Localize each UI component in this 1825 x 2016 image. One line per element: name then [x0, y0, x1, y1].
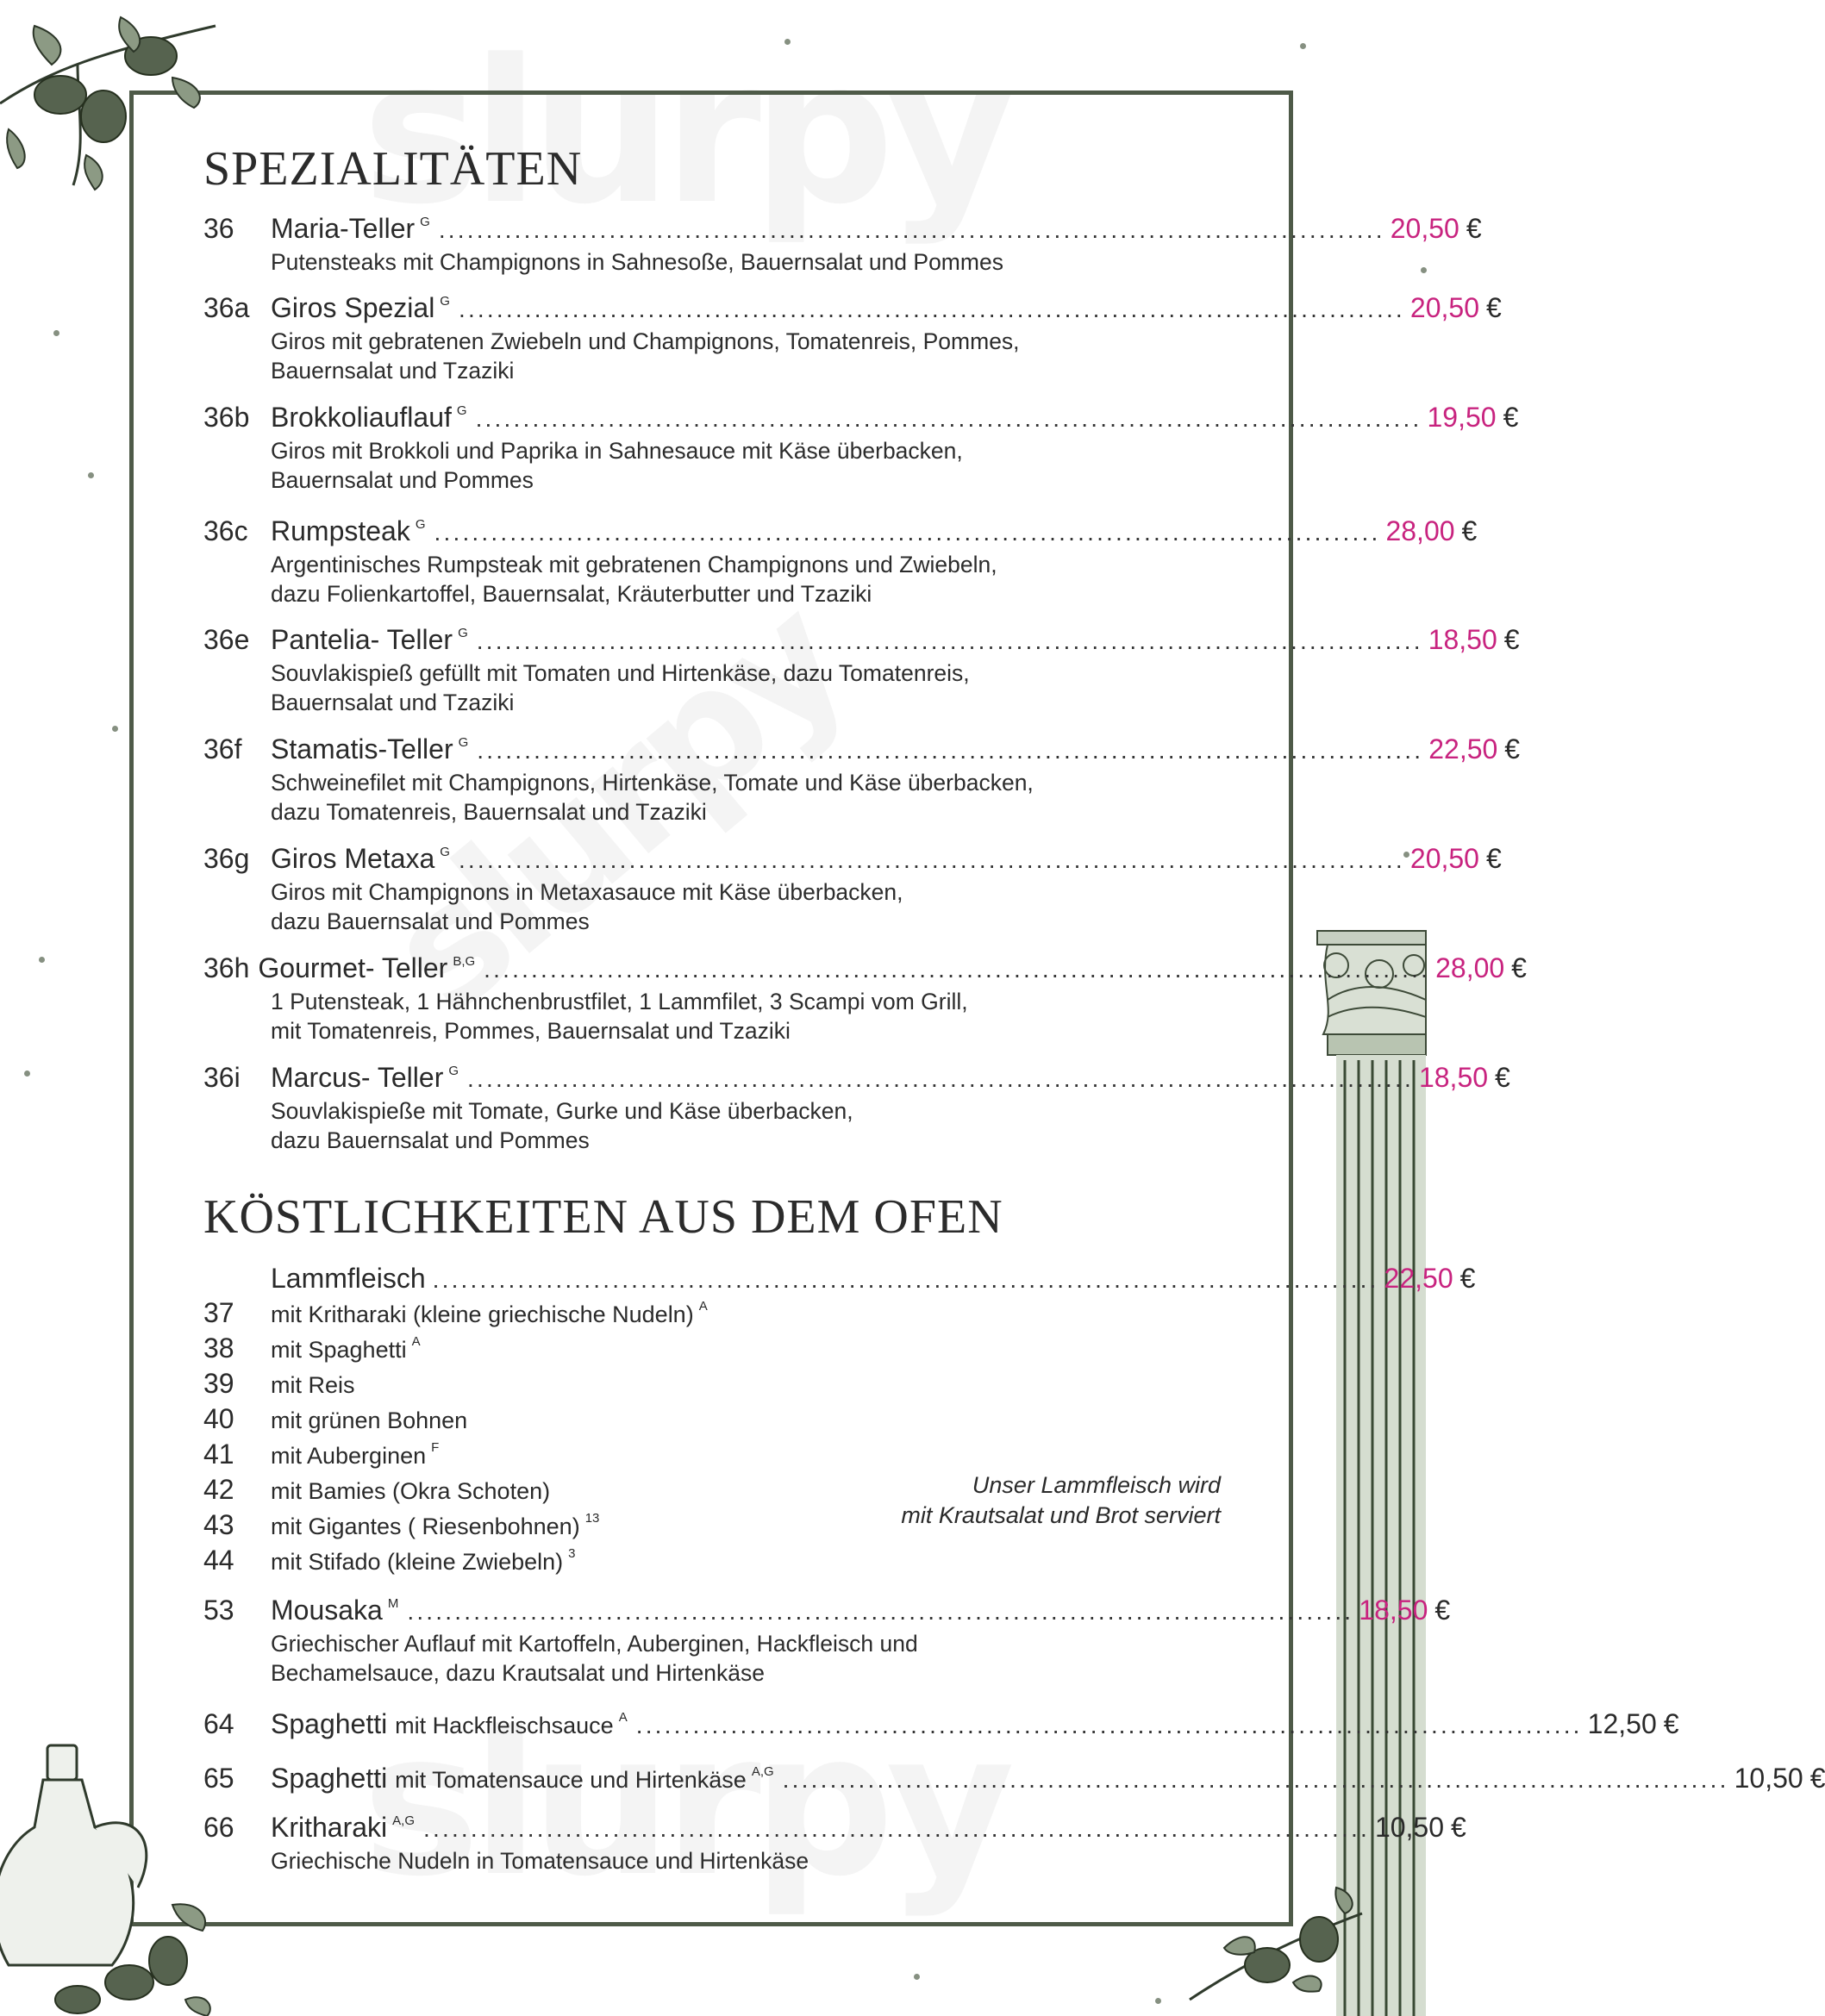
section-title-spezialitaeten: SPEZIALITÄTEN	[203, 142, 583, 196]
menu-item-65	[203, 1761, 1825, 1797]
lamb-option-38: 38 mit Spaghetti $^A$	[203, 1333, 421, 1364]
lamb-option-43: 43 mit Gigantes ( Riesenbohnen) $^{13}$	[203, 1509, 600, 1540]
item-name: Maria-Teller $^G$	[271, 213, 430, 244]
item-price: 22,50	[1428, 733, 1498, 765]
item-price: 28,00	[1385, 515, 1455, 546]
item-name: Pantelia- Teller $^G$	[271, 624, 468, 655]
dot-leader: ....................................................................................................	[476, 627, 1423, 654]
allergen-code: 13	[584, 1511, 600, 1526]
item-price: 12,50	[1587, 1708, 1657, 1739]
allergen-code: A	[698, 1299, 708, 1314]
item-number: 36a	[203, 292, 250, 323]
item-name: Mousaka $^M$	[271, 1595, 399, 1626]
allergen-code: G	[458, 626, 468, 640]
speckle	[53, 330, 59, 336]
menu-item-36	[203, 211, 1482, 277]
speckle	[88, 472, 94, 478]
item-description: Souvlakispieße mit Tomate, Gurke und Käse überbacken, dazu Bauernsalat und Pommes	[271, 1098, 853, 1153]
item-name: Rumpsteak $^G$	[271, 515, 426, 546]
item-description: Putensteaks mit Champignons in Sahnesoße, Bauernsalat und Pommes	[271, 249, 1003, 275]
currency: €	[1503, 624, 1520, 655]
item-description: Argentinisches Rumpsteak mit gebratenen Champignons und Zwiebeln, dazu Folienkartoffel, Bauernsalat, Kräuterbutter und Tzaziki	[271, 552, 997, 607]
currency: €	[1809, 1763, 1825, 1794]
allergen-code: G	[415, 517, 426, 532]
menu-item-36h	[203, 951, 1527, 1045]
item-name: Giros Metaxa $^G$	[271, 843, 450, 874]
item-price: 19,50	[1427, 402, 1497, 433]
item-description: Giros mit Champignons in Metaxasauce mit Käse überbacken, dazu Bauernsalat und Pommes	[271, 879, 903, 934]
item-price: 28,00	[1435, 952, 1505, 983]
allergen-code: A	[411, 1334, 421, 1349]
item-name: Brokkoliauflauf $^G$	[271, 402, 467, 433]
section-title-ofen: KÖSTLICHKEITEN AUS DEM OFEN	[203, 1190, 1003, 1244]
item-name: Stamatis-Teller $^G$	[271, 733, 469, 765]
item-price: 18,50	[1359, 1595, 1428, 1626]
currency: €	[1459, 1263, 1476, 1294]
item-name: Marcus- Teller $^G$	[271, 1062, 459, 1093]
menu-item-66	[203, 1810, 1466, 1876]
item-price: 20,50	[1409, 292, 1479, 323]
item-number: 65	[203, 1763, 234, 1794]
item-price: 22,50	[1384, 1263, 1453, 1294]
speckle	[1155, 1998, 1161, 2004]
item-price: 10,50	[1374, 1812, 1445, 1843]
speckle	[784, 39, 791, 45]
allergen-code: A,G	[392, 1813, 415, 1828]
item-number: 53	[203, 1595, 234, 1626]
menu-item-lammfleisch	[203, 1261, 1476, 1297]
item-number: 36f	[203, 733, 242, 765]
dot-leader: ....................................................................................................	[475, 405, 1422, 432]
allergen-code: A,G	[751, 1764, 774, 1779]
allergen-code: F	[431, 1440, 440, 1455]
currency: €	[1461, 515, 1478, 546]
currency: €	[1485, 843, 1502, 874]
dot-leader: ....................................................................................................	[477, 737, 1424, 764]
lamb-option-44: 44 mit Stifado (kleine Zwiebeln) $^3$	[203, 1545, 576, 1576]
dot-leader: ....................................................................................................	[458, 846, 1405, 873]
item-price: 20,50	[1409, 843, 1479, 874]
item-number: 36e	[203, 624, 250, 655]
lamb-option-42: 42 mit Bamies (Okra Schoten)	[203, 1474, 551, 1505]
item-name: Gourmet- Teller $^{B,G}$	[258, 952, 476, 983]
dot-leader: ....................................................................................................	[782, 1766, 1729, 1793]
currency: €	[1663, 1708, 1679, 1739]
currency: €	[1485, 292, 1502, 323]
lamb-option-40: 40 mit grünen Bohnen	[203, 1403, 468, 1434]
item-name: Giros Spezial $^G$	[271, 292, 450, 323]
currency: €	[1434, 1595, 1451, 1626]
menu-item-36f	[203, 732, 1521, 827]
oil-bottle-icon	[0, 1724, 216, 2016]
dot-leader: ....................................................................................................	[458, 296, 1405, 322]
item-description: Giros mit Brokkoli und Paprika in Sahnesauce mit Käse überbacken, Bauernsalat und Pommes	[271, 438, 963, 493]
speckle	[112, 726, 118, 732]
item-number: 36b	[203, 402, 250, 433]
item-description: Griechische Nudeln in Tomatensauce und Hirtenkäse	[271, 1848, 809, 1874]
menu-item-36e	[203, 622, 1520, 717]
olive-branch-bottom-icon	[1190, 1862, 1362, 2016]
menu-item-53	[203, 1593, 1451, 1688]
lamb-option-39: 39 mit Reis	[203, 1368, 355, 1399]
item-name: Kritharaki $^{A,G}$	[271, 1812, 415, 1843]
olive-branch-icon	[0, 0, 224, 198]
item-price: 10,50	[1734, 1763, 1803, 1794]
menu-item-36c	[203, 514, 1478, 609]
currency: €	[1504, 733, 1521, 765]
allergen-code: B,G	[453, 954, 476, 969]
item-name: Spaghetti mit Hackfleischsauce $^A$	[271, 1708, 628, 1739]
menu-item-36a	[203, 290, 1502, 385]
item-price: 18,50	[1428, 624, 1497, 655]
allergen-code: 3	[568, 1546, 576, 1561]
item-number: 36c	[203, 515, 248, 546]
allergen-code: G	[420, 215, 430, 229]
item-description: Schweinefilet mit Champignons, Hirtenkäse, Tomate und Käse überbacken, dazu Tomatenreis, Bauernsalat und Tzaziki	[271, 770, 1034, 825]
speckle	[914, 1974, 920, 1980]
dot-leader: ....................................................................................................	[484, 956, 1431, 983]
item-description: 1 Putensteak, 1 Hähnchenbrustfilet, 1 Lammfilet, 3 Scampi vom Grill, mit Tomatenreis, Pommes, Bauernsalat und Tzaziki	[271, 989, 968, 1044]
speckle	[24, 1070, 30, 1077]
menu-item-64	[203, 1707, 1679, 1743]
dot-leader: ....................................................................................................	[407, 1598, 1354, 1625]
lamb-option-37: 37 mit Kritharaki (kleine griechische Nudeln) $^A$	[203, 1297, 708, 1328]
currency: €	[1451, 1812, 1466, 1843]
item-number: 36g	[203, 843, 250, 874]
menu-item-36i	[203, 1060, 1510, 1155]
speckle	[39, 957, 45, 963]
allergen-code: G	[458, 735, 469, 750]
allergen-code: M	[387, 1596, 399, 1611]
speckle	[1421, 267, 1427, 273]
currency: €	[1466, 213, 1482, 244]
currency: €	[1495, 1062, 1510, 1093]
dot-leader: ....................................................................................................	[635, 1712, 1583, 1738]
item-description: Souvlakispieß gefüllt mit Tomaten und Hirtenkäse, dazu Tomatenreis, Bauernsalat und Tzaziki	[271, 660, 970, 715]
menu-item-36g	[203, 841, 1502, 936]
dot-leader: ....................................................................................................	[432, 1266, 1379, 1293]
allergen-code: G	[456, 403, 467, 418]
speckle	[1300, 43, 1306, 49]
currency: €	[1511, 952, 1527, 983]
currency: €	[1503, 402, 1519, 433]
item-name: Spaghetti mit Tomatensauce und Hirtenkäse $^{A,G}$	[271, 1763, 774, 1794]
item-description: Giros mit gebratenen Zwiebeln und Champignons, Tomatenreis, Pommes, Bauernsalat und Tzaziki	[271, 328, 1020, 384]
dot-leader: ....................................................................................................	[438, 216, 1385, 243]
item-number: 64	[203, 1708, 234, 1739]
dot-leader: ....................................................................................................	[467, 1065, 1414, 1092]
item-name: Lammfleisch	[271, 1263, 426, 1294]
allergen-code: G	[440, 845, 450, 859]
item-price: 20,50	[1390, 213, 1459, 244]
lamb-serving-note: Unser Lammfleisch wird mit Krautsalat und Brot serviert	[901, 1472, 1221, 1528]
item-number: 36h	[203, 952, 250, 983]
dot-leader: ....................................................................................................	[423, 1815, 1370, 1842]
item-number: 36	[203, 213, 234, 244]
menu-item-36b	[203, 400, 1519, 495]
allergen-code: G	[440, 294, 450, 309]
lamb-option-41: 41 mit Auberginen $^F$	[203, 1439, 440, 1470]
allergen-code: A	[618, 1710, 628, 1725]
item-price: 18,50	[1418, 1062, 1489, 1093]
item-number: 36i	[203, 1062, 241, 1093]
item-description: Griechischer Auflauf mit Kartoffeln, Auberginen, Hackfleisch und Bechamelsauce, dazu Krautsalat und Hirtenkäse	[271, 1631, 918, 1686]
item-number: 66	[203, 1812, 234, 1843]
allergen-code: G	[448, 1064, 459, 1078]
dot-leader: ....................................................................................................	[434, 519, 1381, 546]
